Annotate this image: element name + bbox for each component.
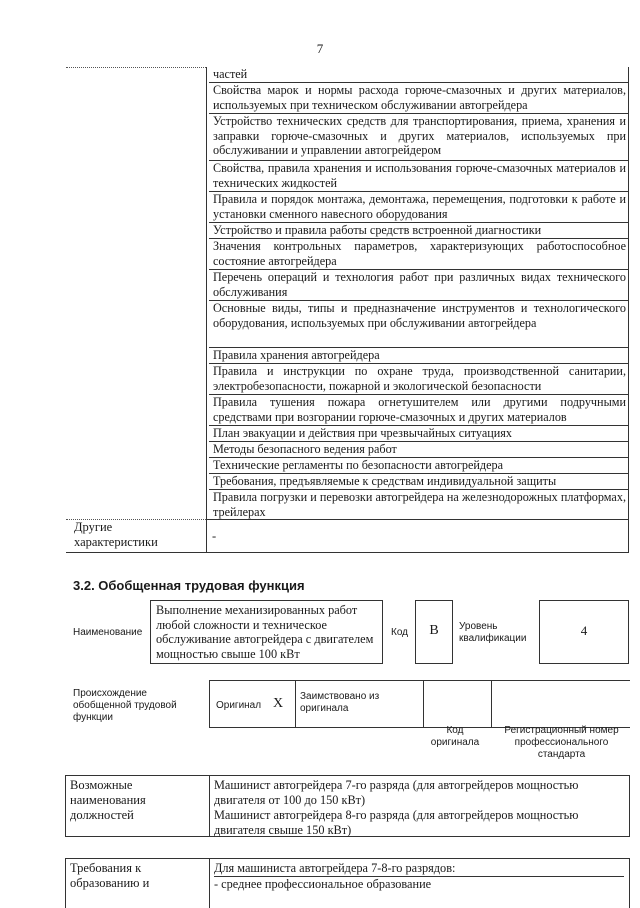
- knowledge-item: Устройство и правила работы средств встроенной диагностики: [209, 223, 629, 239]
- qualification-level-box: 4: [539, 600, 629, 664]
- column-divider: [206, 67, 207, 553]
- knowledge-item: Правила хранения автогрейдера: [209, 348, 629, 364]
- borrowed-label: Заимствовано из оригинала: [300, 691, 380, 714]
- knowledge-item: Методы безопасного ведения работ: [209, 442, 629, 458]
- page-number: 7: [316, 41, 324, 56]
- knowledge-table: [66, 67, 629, 553]
- function-name-box: Выполнение механизированных работ любой сложности и техническое обслуживание автогрейдера с двигателем мощностью свыше 100 кВт: [150, 600, 383, 664]
- knowledge-list: [209, 67, 629, 521]
- column-divider: [209, 859, 210, 908]
- table-bottom-border: [66, 552, 629, 553]
- knowledge-item: Требования, предъявляемые к средствам индивидуальной защиты: [209, 474, 629, 490]
- origin-cell-border: [209, 681, 210, 727]
- knowledge-item: частей: [209, 67, 629, 83]
- knowledge-item: Правила и инструкции по охране труда, производственной санитарии, электробезопасности, пожарной и экологической безопасности: [209, 364, 629, 395]
- education-table: [65, 858, 630, 908]
- origin-cell-border: [423, 681, 424, 727]
- position-item: Машинист автогрейдера 7-го разряда (для автогрейдеров мощностью двигателя от 100 до 150 кВт): [214, 778, 579, 807]
- knowledge-item: Правила погрузки и перевозки автогрейдера на железнодорожных платформах, трейлерах: [213, 490, 626, 519]
- position-item: Машинист автогрейдера 8-го разряда (для автогрейдеров мощностью двигателя свыше 150 кВт): [214, 808, 579, 837]
- positions-label: Возможные наименования должностей: [70, 778, 146, 822]
- knowledge-item: План эвакуации и действия при чрезвычайных ситуациях: [209, 426, 629, 442]
- education-values: [214, 861, 624, 892]
- column-divider: [209, 776, 210, 836]
- code-original-label: Код оригинала: [430, 725, 480, 748]
- knowledge-item: Правила и порядок монтажа, демонтажа, перемещения, подготовки к работе и установки сменного навесного оборудования: [209, 192, 629, 223]
- row-divider: [206, 519, 629, 520]
- education-item: Для машиниста автогрейдера 7-8-го разрядов:: [214, 861, 624, 877]
- original-label: Оригинал: [216, 700, 262, 711]
- education-label: Требования к образованию и: [70, 861, 150, 890]
- knowledge-item: Перечень операций и технология работ при различных видах технического обслуживания: [209, 270, 629, 301]
- education-item: - среднее профессиональное образование: [214, 877, 432, 891]
- section-title: 3.2. Обобщенная трудовая функция: [73, 578, 305, 593]
- knowledge-item: Значения контрольных параметров, характеризующих работоспособное состояние автогрейдера: [209, 239, 629, 270]
- registration-number-label: Регистрационный номер профессионального стандарта: [504, 725, 619, 760]
- origin-cell-border: [295, 681, 296, 727]
- knowledge-item: Свойства, правила хранения и использования горюче-смазочных материалов и технических жидкостей: [209, 161, 629, 192]
- code-value-box: B: [415, 600, 453, 664]
- positions-values: [214, 778, 624, 838]
- table-top-dotted-line: [66, 67, 206, 68]
- qualification-level-label: Уровень квалификации: [459, 621, 527, 644]
- name-label: Наименование: [73, 627, 143, 638]
- origin-label: Происхождение обобщенной трудовой функции: [73, 688, 177, 723]
- knowledge-item: Правила тушения пожара огнетушителем или другими подручными средствами при возгорании горюче-смазочных и других материалов: [209, 395, 629, 426]
- origin-cell-border: [491, 681, 492, 727]
- knowledge-item: Основные виды, типы и предназначение инструментов и технологического оборудования, используемых при обслуживании автогрейдера: [209, 301, 629, 348]
- knowledge-item: Технические регламенты по безопасности автогрейдера: [209, 458, 629, 474]
- other-characteristics-label: Другие характеристики: [74, 520, 158, 549]
- code-label: Код: [391, 627, 409, 638]
- knowledge-item: Свойства марок и нормы расхода горюче-смазочных и других материалов, используемых при техническом обслуживании автогрейдера: [209, 83, 629, 114]
- original-mark: X: [273, 696, 284, 711]
- knowledge-item: Устройство технических средств для транспортирования, приема, хранения и заправки горюче-смазочных и других материалов, используемых при обслуживании и управлении автогрейдером: [209, 114, 629, 161]
- positions-table: [65, 775, 630, 837]
- other-characteristics-value: -: [212, 529, 217, 543]
